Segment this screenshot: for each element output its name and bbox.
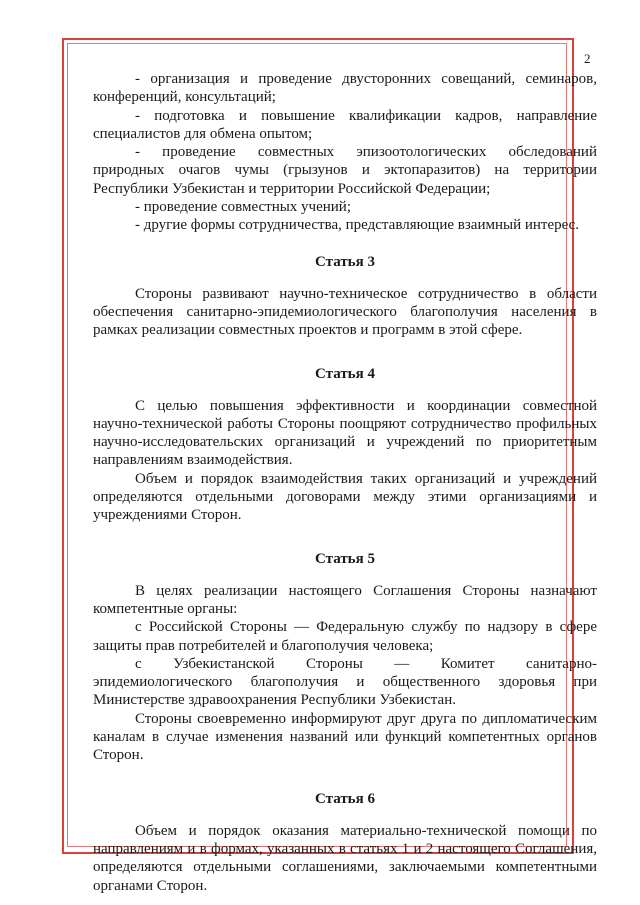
article-3-heading: Статья 3 bbox=[315, 253, 375, 270]
list-item: - организация и проведение двусторонних совещаний, семинаров, конференций, консультаций; bbox=[93, 71, 597, 106]
article-6-heading: Статья 6 bbox=[315, 790, 375, 807]
article-5-paragraph: с Узбекистанской Стороны — Комитет санитарно-эпидемиологического благополучия и общественного здоровья при Министерстве здравоохранения Республики Узбекистан. bbox=[93, 655, 597, 709]
article-5-paragraph: Стороны своевременно информируют друг друга по дипломатическим каналам в случае изменения названий или функций компетентных органов Сторон. bbox=[93, 710, 597, 764]
article-4-heading: Статья 4 bbox=[315, 365, 375, 382]
list-item: - проведение совместных учений; bbox=[135, 199, 352, 216]
intro-list bbox=[93, 70, 597, 235]
page-number: 2 bbox=[584, 51, 591, 66]
article-4-paragraph: С целью повышения эффективности и координации совместной научно-технической работы Стороны поощряют сотрудничество профильных научно-исследовательских организаций и учреждений по приоритетным направлениям взаимодействия. bbox=[93, 397, 597, 469]
list-item: - подготовка и повышение квалификации кадров, направление специалистов для обмена опытом; bbox=[93, 107, 597, 142]
article-5-heading: Статья 5 bbox=[315, 550, 375, 567]
article-5-paragraph: В целях реализации настоящего Соглашения Стороны назначают компетентные органы: bbox=[93, 582, 597, 617]
article-6-paragraph: Объем и порядок оказания материально-технической помощи по направлениям и в формах, указанных в статьях 1 и 2 настоящего Соглашения, определяются отдельными соглашениями, заключаемыми компетентными органами Сторон. bbox=[93, 822, 597, 894]
article-3-paragraph: Стороны развивают научно-техническое сотрудничество в области обеспечения санитарно-эпидемиологического благополучия населения в рамках реализации совместных проектов и программ в этой сфере. bbox=[93, 285, 597, 339]
document-body bbox=[93, 70, 597, 895]
list-item: - проведение совместных эпизоотологических обследований природных очагов чумы (грызунов и эктопаразитов) на территории Республики Узбекистан и территории Российской Федерации; bbox=[93, 144, 597, 197]
article-4-paragraph: Объем и порядок взаимодействия таких организаций и учреждений определяются отдельными договорами между этими организациями и учреждениями Сторон. bbox=[93, 470, 597, 524]
article-5-paragraph: с Российской Стороны — Федеральную службу по надзору в сфере защиты прав потребителей и благополучия человека; bbox=[93, 619, 597, 654]
list-item: - другие формы сотрудничества, представляющие взаимный интерес. bbox=[135, 217, 580, 234]
